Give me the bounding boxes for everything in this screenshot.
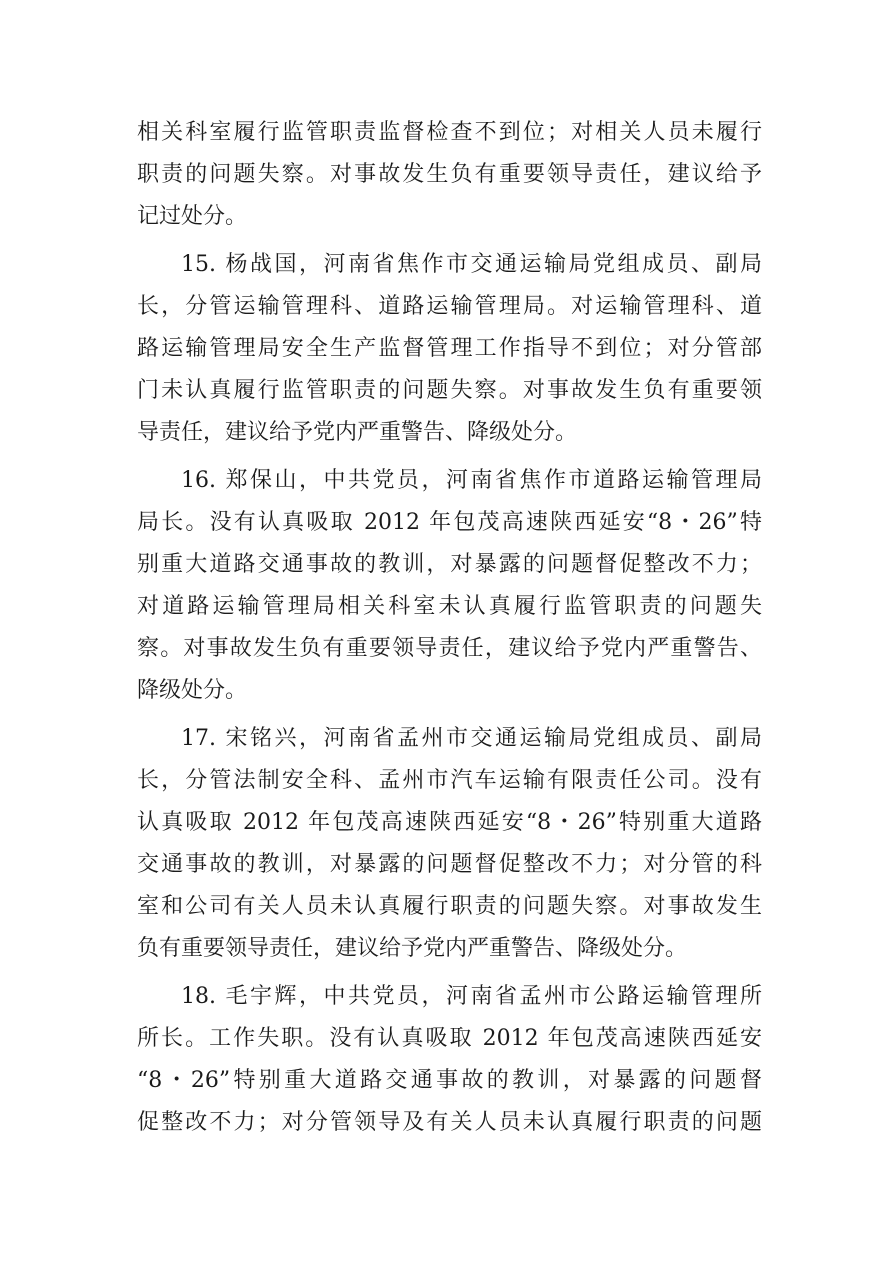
- paragraph-item-18: [137, 976, 762, 1144]
- text-line: 负有重要领导责任，建议给予党内严重警告、降级处分。: [137, 936, 688, 961]
- text-line: 促整改不力；对分管领导及有关人员未认真履行职责的问题: [137, 1110, 762, 1135]
- text-line: 记过处分。: [137, 204, 248, 229]
- text-line: 室和公司有关人员未认真履行职责的问题失察。对事故发生: [137, 894, 762, 919]
- text-line: 降级处分。: [137, 678, 248, 703]
- text-line: 路运输管理局安全生产监督管理工作指导不到位；对分管部: [137, 336, 762, 361]
- text-line: 认真吸取 2012 年包茂高速陕西延安“8・26”特别重大道路: [137, 810, 762, 835]
- text-line: 18. 毛宇辉，中共党员，河南省孟州市公路运输管理所: [181, 984, 762, 1009]
- text-line: 15. 杨战国，河南省焦作市交通运输局党组成员、副局: [181, 252, 762, 277]
- paragraph-item-17: [137, 718, 762, 970]
- paragraph-continuation: [137, 112, 762, 238]
- text-line: 导责任，建议给予党内严重警告、降级处分。: [137, 420, 578, 445]
- text-line: 察。对事故发生负有重要领导责任，建议给予党内严重警告、: [137, 636, 762, 661]
- text-line: 16. 郑保山，中共党员，河南省焦作市道路运输管理局: [181, 468, 762, 493]
- text-line: 17. 宋铭兴，河南省孟州市交通运输局党组成员、副局: [181, 726, 762, 751]
- text-line: 职责的问题失察。对事故发生负有重要领导责任，建议给予: [137, 162, 762, 187]
- text-line: 相关科室履行监管职责监督检查不到位；对相关人员未履行: [137, 120, 762, 145]
- paragraph-item-16: [137, 460, 762, 712]
- document-body: [137, 112, 762, 1144]
- text-line: 门未认真履行监管职责的问题失察。对事故发生负有重要领: [137, 378, 762, 403]
- text-line: 所长。工作失职。没有认真吸取 2012 年包茂高速陕西延安: [137, 1026, 762, 1051]
- text-line: 长，分管法制安全科、孟州市汽车运输有限责任公司。没有: [137, 768, 762, 793]
- paragraph-item-15: [137, 244, 762, 454]
- text-line: “8・26”特别重大道路交通事故的教训，对暴露的问题督: [137, 1068, 762, 1093]
- text-line: 交通事故的教训，对暴露的问题督促整改不力；对分管的科: [137, 852, 762, 877]
- text-line: 局长。没有认真吸取 2012 年包茂高速陕西延安“8・26”特: [137, 510, 762, 535]
- text-line: 长，分管运输管理科、道路运输管理局。对运输管理科、道: [137, 294, 762, 319]
- text-line: 别重大道路交通事故的教训，对暴露的问题督促整改不力；: [137, 552, 762, 577]
- text-line: 对道路运输管理局相关科室未认真履行监管职责的问题失: [137, 594, 762, 619]
